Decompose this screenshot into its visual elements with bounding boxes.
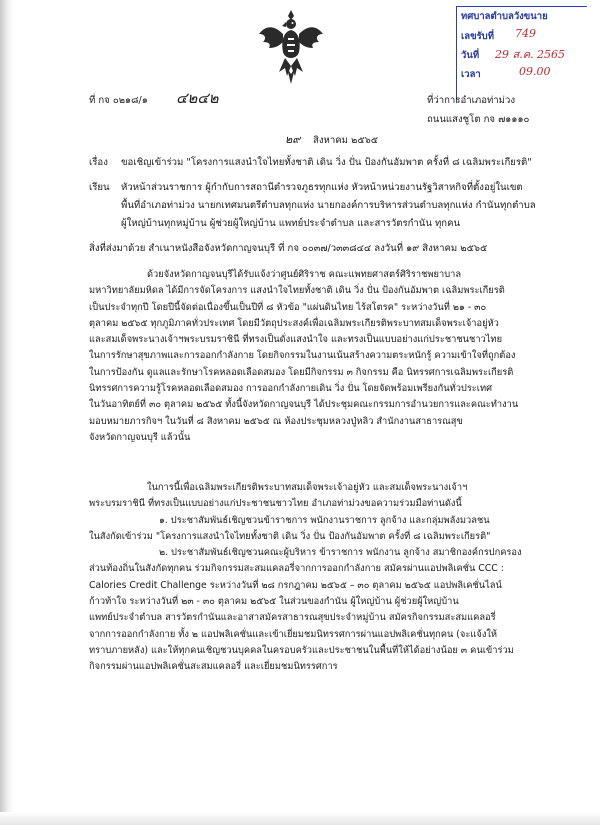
stamp-date-label: วันที่ [461,50,480,61]
paragraph-line: มหาวิทยาลัยมหิดล ได้มีการจัดโครงการ แสงนำใจไทยทั้งชาติ เดิน วิ่ง ปั่น ป้องกันอัมพาต เฉลิมพระเกียรติ [89,285,505,297]
stamp-date-value: 29 ส.ค. 2565 [495,48,566,61]
paragraph-1 [89,267,518,446]
paragraph-line: ในการรักษาสุขภาพและการออกกำลังกาย โดยกิจกรรมในงานเน้นสร้างความตระหนักรู้ ความเข้าใจที่ถูกต้อง [89,350,516,362]
receive-stamp [456,6,587,103]
scan-shadow-bottom [0,812,600,825]
recipient-line: ผู้ใหญ่บ้านทุกหมู่บ้าน ผู้ช่วยผู้ใหญ่บ้าน แพทย์ประจำตำบล และสารวัตรกำนัน ทุกคน [121,218,461,229]
paragraph-line: ด้วยจังหวัดกาญจนบุรีได้รับแจ้งว่าศูนย์ศิริราช คณะแพทยศาสตร์ศิริราชพยาบาล [147,269,462,280]
sender-line1: ที่ว่าการอำเภอท่าม่วง [427,95,516,106]
paragraph-line: และสมเด็จพระนางเจ้าฯพระบรมราชินี ที่ทรงเป็นดั่งแสงนำใจ และทรงเป็นแบบอย่างแก่ประชาชนชาวไทย [89,334,503,346]
stamp-title: ทศบาลตำบลวังขนาย [461,11,548,22]
paragraph-line: พระบรมราชินี ที่ทรงเป็นแบบอย่างแก่ประชาชนชาวไทย อำเภอท่าม่วงขอความร่วมมือท่านดังนี้ [89,498,462,510]
list-item-2-line: กิจกรรมผ่านแอปพลิเคชั่นสะสมแคลอรี่ และเยี่ยมชมนิทรรศการ [89,661,338,673]
list-item-1-line: ๑. ประชาสัมพันธ์เชิญชวนข้าราชการ พนักงานราชการ ลูกจ้าง และกลุ่มพลังมวลชน [159,514,490,526]
recipient-line: พื้นที่อำเภอท่าม่วง นายกเทศมนตรีตำบลทุกแห่ง นายกองค์การบริหารส่วนตำบลทุกแห่ง กำนันทุกตำบล [121,200,536,211]
list-item-2-line: แพทย์ประจำตำบล สารวัตรกำนันและอาสาสมัครสาธารณสุขประจำหมู่บ้าน สมัครกิจกรรมสะสมแคลอรี่ [89,612,496,624]
subject-text: ขอเชิญเข้าร่วม "โครงการแสงนำใจไทยทั้งชาติ เดิน วิ่ง ปั่น ป้องกันอัมพาต ครั้งที่ ๘ เฉลิมพระเกียรติ" [121,157,532,168]
list-item-2-line: ก้าวท้าใจ ระหว่างวันที่ ๒๓ - ๓๐ ตุลาคม ๒๕๖๕ ในส่วนของกำนัน ผู้ใหญ่บ้าน ผู้ช่วยผู้ใหญ่บ้าน [89,596,459,608]
recipient-label: เรียน [89,182,110,193]
paragraph-line: ในการนี้เพื่อเฉลิมพระเกียรติพระบาทสมเด็จพระเจ้าอยู่หัว และสมเด็จพระนางเจ้าฯ [147,482,468,493]
paragraph-line: นิทรรศการความรู้โรคหลอดเลือดสมอง การออกกำลังกายเดิน วิ่ง ปั่น โดยจัดพร้อมเพรียงกันทั่วประเทศ [89,383,493,395]
list-item-2-line: ส่วนท้องถิ่นในสังกัดทุกคน ร่วมกิจกรรมสะสมแคลอรี่จากการออกกำลังกาย สมัครผ่านแอปพลิเคชั่น CCC : [89,563,504,575]
garuda-emblem-icon [257,8,325,86]
list-item-2-line: ๒. ประชาสัมพันธ์เชิญชวนคณะผู้บริหาร ข้าราชการ พนักงาน ลูกจ้าง สมาชิกองค์กรปกครอง [159,547,522,559]
stamp-receive-no-label: เลขรับที่ [461,31,494,42]
enclosure-text: สิ่งที่ส่งมาด้วย สำเนาหนังสือจังหวัดกาญจนบุรี ที่ กจ ๐๐๓๗/ว๓๓๘๔๔ ลงวันที่ ๑๙ สิงหาคม ๒๕๖๕ [89,243,488,254]
list-item-1-line: ในสังกัดเข้าร่วม "โครงการแสงนำใจไทยทั้งชาติ เดิน วิ่ง ปั่น ป้องกันอัมพาต ครั้งที่ ๘ เฉลิมพระเกียรติ" [89,530,491,542]
stamp-receive-no-value: 749 [515,27,536,40]
paragraph-line: ตุลาคม ๒๕๖๕ ทุกภูมิภาคทั่วประเทศ โดยมีวัตถุประสงค์เพื่อเฉลิมพระเกียรติพระบาทสมเด็จพระเจ้าอยู่หัว [89,317,499,329]
list-item-2-line: Calories Credit Challenge ระหว่างวันที่ ๒๘ กรกฎาคม ๒๕๖๕ – ๓๐ ตุลาคม ๒๕๖๕ แอปพลิเคชั่นไลน์ [89,579,502,591]
date-day: ๒๙ [285,133,301,146]
list-item-2-line: จากการออกกำลังกาย ทั้ง ๒ แอปพลิเคชั่นและเข้าเยี่ยมชมนิทรรศการผ่านแอปพลิเคชั่นทุกคน (จะแจ้งให้ [89,628,498,640]
paragraph-line: ในวันอาทิตย์ที่ ๓๐ ตุลาคม ๒๕๖๕ ทั้งนี้จังหวัดกาญจนบุรี ได้ประชุมคณะกรรมการอำนวยการและคณะทำงาน [89,399,519,411]
stamp-time-value: 09.00 [519,65,551,78]
subject-label: เรื่อง [89,157,108,168]
doc-number-prefix: ที่ กจ ๐๒๑๘/๑ [89,95,148,106]
recipient-line: หัวหน้าส่วนราชการ ผู้กำกับการสถานีตำรวจภูธรทุกแห่ง หัวหน้าหน่วยงานรัฐวิสาหกิจที่ตั้งอยู่ในเขต [121,182,523,193]
paragraph-2 [89,480,522,676]
paragraph-line: มอบหมายภารกิจฯ ในวันที่ ๘ สิงหาคม ๒๕๖๕ ณ ห้องประชุมหลวงปู่หลิว สำนักงานสาธารณสุข [89,415,463,427]
paragraph-line: จังหวัดกาญจนบุรี แล้วนั้น [89,431,191,443]
paragraph-line: เป็นประจำทุกปี โดยปีนี้จัดต่อเนื่องขึ้นเป็นปีที่ ๘ หัวข้อ "แผ่นดินไทย ไร้สโตรค" ระหว่างวันที่ ๒๑ - ๓๐ [89,301,487,313]
date-month-year: สิงหาคม ๒๕๖๕ [313,135,378,146]
sender-line2: ถนนแสงชูโต กจ ๗๑๑๑๐ [427,114,530,125]
paragraph-line: ในการป้องกัน ดูแลและรักษาโรคหลอดเลือดสมอง โดยมีกิจกรรม ๓ กิจกรรม คือ นิทรรศการเฉลิมพระเกียรติ [89,366,514,378]
doc-number-handwritten: ๔๒๔๒ [176,89,219,107]
stamp-time-label: เวลา [461,69,481,80]
scan-shadow-edge [0,0,14,825]
list-item-2-line: ทราบภายหลัง) และให้ทุกคนเชิญชวนบุคคลในครอบครัวและประชาชนในพื้นที่ให้ได้อย่างน้อย ๓ คนเข้าร่วม [89,644,514,656]
